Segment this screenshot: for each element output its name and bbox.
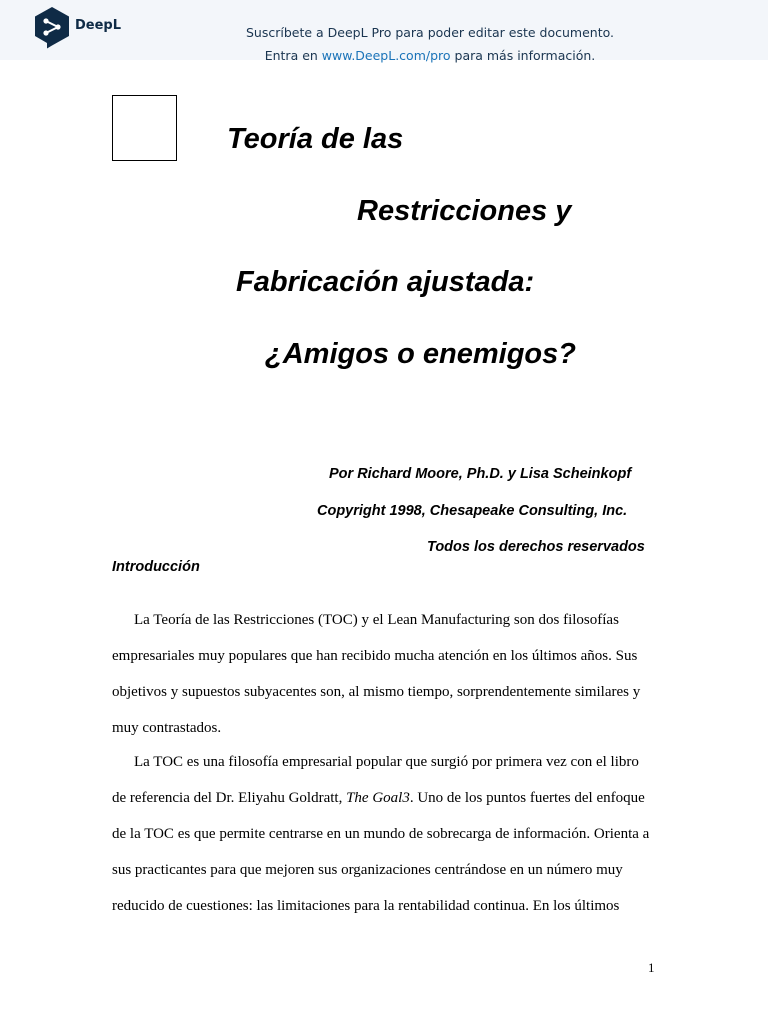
title-line-2: Restricciones y [357,195,572,227]
rights-line: Todos los derechos reservados [427,539,645,555]
banner-info-suffix: para más información. [450,48,596,63]
section-heading: Introducción [112,559,200,575]
paragraph-2-line: sus practicantes para que mejoren sus organizaciones centrándose en un número muy [112,862,623,878]
paragraph-2-text: de referencia del Dr. Eliyahu Goldratt, [112,790,347,806]
copyright-line: Copyright 1998, Chesapeake Consulting, Inc. [317,503,628,519]
page-number: 1 [648,960,655,975]
banner-info-prefix: Entra en [264,48,322,63]
paragraph-2-line [112,780,672,816]
paragraph-1-line: empresariales muy populares que han recibido mucha atención en los últimos años. Sus [112,648,638,664]
paragraph-2 [112,744,672,924]
deepl-banner [0,0,768,63]
authors-line: Por Richard Moore, Ph.D. y Lisa Scheinkopf [329,466,632,482]
paragraph-2-text: . Uno de los puntos fuertes del enfoque [409,790,645,806]
title-line-4: ¿Amigos o enemigos? [265,338,576,370]
title-line-3: Fabricación ajustada: [236,266,535,298]
paragraph-2-line: La TOC es una filosofía empresarial popular que surgió por primera vez con el libro [134,754,639,770]
paragraph-1-line: objetivos y supuestos subyacentes son, al mismo tiempo, sorprendentemente similares y [112,684,641,700]
paragraph-1-line: La Teoría de las Restricciones (TOC) y el Lean Manufacturing son dos filosofías [134,612,619,628]
book-title: The Goal3 [346,790,410,806]
paragraph-2-line: reducido de cuestiones: las limitaciones para la rentabilidad continua. En los últimos [112,898,620,914]
paragraph-1 [112,602,672,746]
deepl-pro-link[interactable]: www.DeepL.com/pro [321,48,451,63]
paragraph-1-line: muy contrastados. [112,720,222,736]
title-line-1: Teoría de las [227,123,404,155]
banner-info-line [130,48,730,63]
deepl-logo-icon [33,6,71,52]
banner-subscribe-text: Suscríbete a DeepL Pro para poder editar este documento. [245,25,615,40]
paragraph-2-line: de la TOC es que permite centrarse en un mundo de sobrecarga de información. Orienta a [112,826,650,842]
logo-text: DeepL [75,18,122,33]
image-placeholder-box [112,95,177,161]
